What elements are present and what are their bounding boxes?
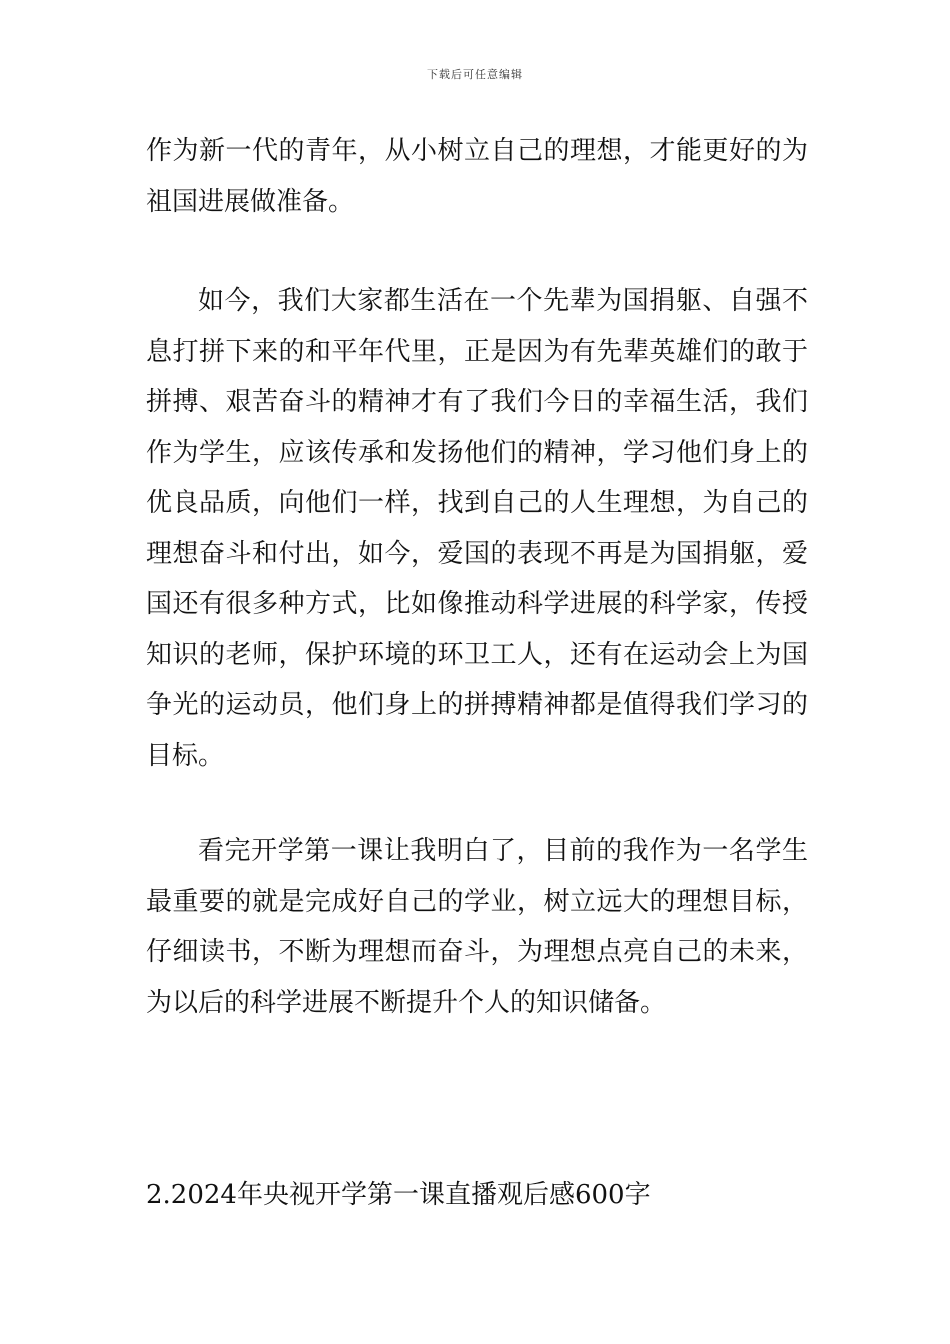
paragraph: 如今，我们大家都生活在一个先辈为国捐躯、自强不息打拼下来的和平年代里，正是因为有先辈英雄们的敢于拼搏、艰苦奋斗的精神才有了我们今日的幸福生活，我们作为学生，应该传承和发扬他们的精神，学习他们身上的优良品质，向他们一样，找到自己的人生理想，为自己的理想奋斗和付出，如今，爱国的表现不再是为国捐躯，爱国还有很多种方式，比如像推动科学进展的科学家，传授知识的老师，保护环境的环卫工人，还有在运动会上为国争光的运动员，他们身上的拼搏精神都是值得我们学习的目标。 (146, 286, 808, 771)
section-heading: 2.2024年央视开学第一课直播观后感600字 (146, 1180, 651, 1210)
header-note: 下载后可任意编辑 (427, 68, 523, 81)
paragraph: 作为新一代的青年，从小树立自己的理想，才能更好的为祖国进展做准备。 (146, 136, 808, 217)
paragraph: 看完开学第一课让我明白了，目前的我作为一名学生最重要的就是完成好自己的学业，树立远大的理想目标，仔细读书，不断为理想而奋斗，为理想点亮自己的未来，为以后的科学进展不断提升个人的知识储备。 (146, 836, 808, 1018)
